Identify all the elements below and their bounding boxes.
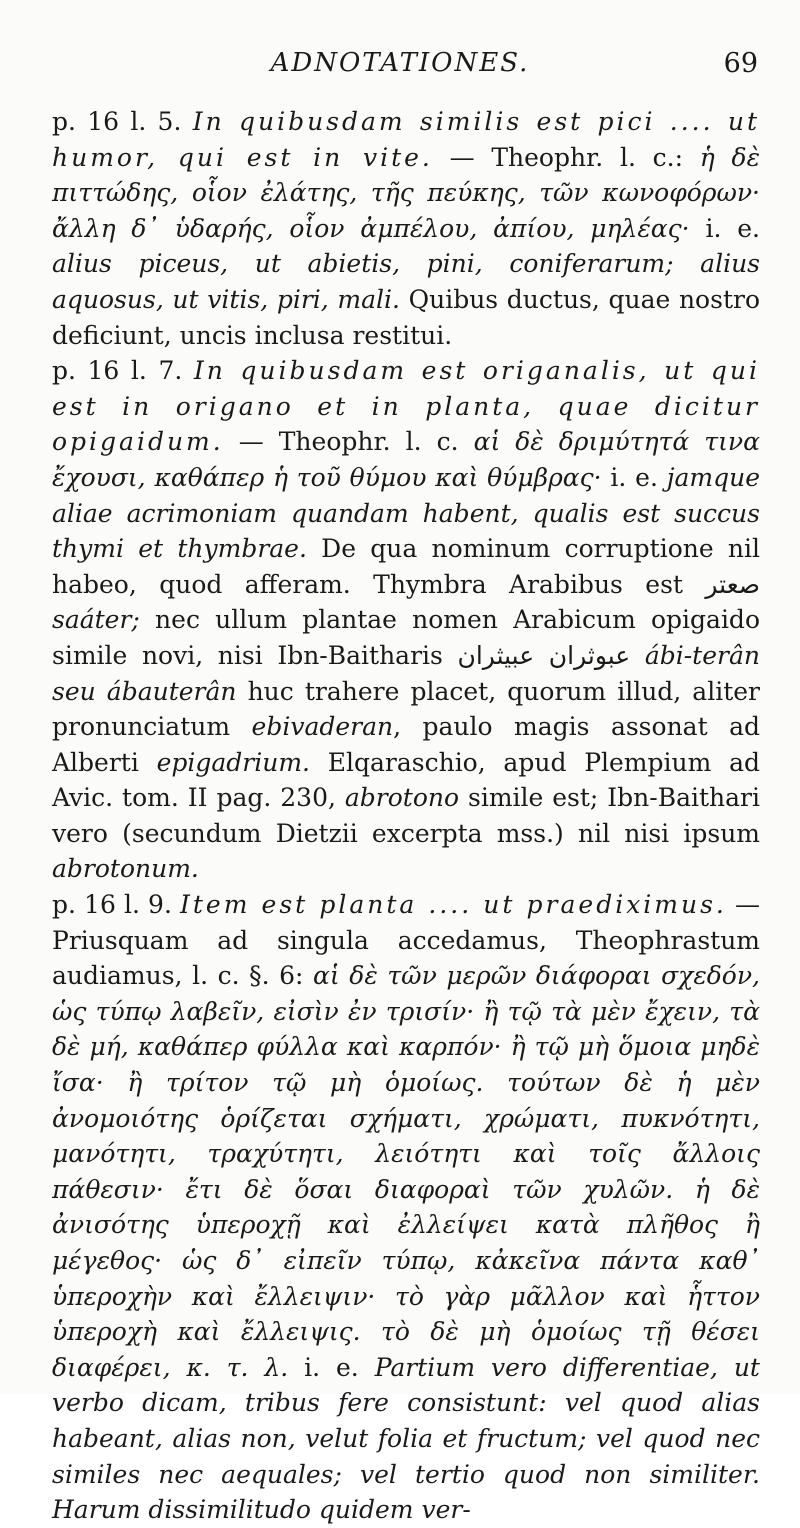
latin-italic-run: alius piceus, ut abietis, pini, coniferarum; alius aquosus, ut vitis, piri, mali. xyxy=(52,249,760,314)
text-run: — Theophr. l. c. xyxy=(223,427,474,457)
arabic-word: عبيثران xyxy=(457,640,535,670)
text-run: p. 16 l. 9. xyxy=(52,890,180,920)
spaced-lemma: In quibusdam similis est pici .... ut humor, qui est in vite. xyxy=(52,107,760,172)
text-run: De qua nominum corruptione nil habeo, quod afferam. Thymbra Arabibus est xyxy=(52,534,760,599)
text-run xyxy=(630,641,645,670)
spaced-lemma: Item est planta .... ut praediximus. xyxy=(180,890,727,920)
text-run: i. e. xyxy=(689,213,760,243)
text-run: i. e. xyxy=(601,462,667,492)
latin-italic-run: ábi-terân seu ábauterân xyxy=(52,640,760,706)
latin-italic-run: Partium vero differentiae, ut verbo dicam, tribus fere consistunt: vel quod alias habeant, alias non, velut folia et fructum; vel quod nec similes nec aequales; vel tertio quod non similiter. Harum dissimilitudo quidem ver- xyxy=(52,1352,760,1525)
latin-italic-run: jamque aliae acrimoniam quandam habent, qualis est succus thymi et thymbrae. xyxy=(52,462,760,564)
greek-quotation: αἱ δὲ δριμύτητά τινα ἔχουσι, καθάπερ ἡ τοῦ θύμου καὶ θύμβρας· xyxy=(52,427,760,492)
text-run: Elqaraschio, apud Plempium ad Avic. tom. II pag. 230, xyxy=(52,747,760,813)
text-run: huc trahere placet, quorum illud, aliter pronunciatum xyxy=(52,676,760,742)
text-run: — Priusquam ad singula accedamus, Theophrastum audiamus, l. c. §. 6: xyxy=(52,890,760,991)
latin-italic-run: ebivaderan xyxy=(251,712,394,742)
text-run: nec ullum plantae nomen Arabicum opigaido simile novi, nisi Ibn-Baitharis xyxy=(52,605,760,670)
latin-italic-run: abrotonum. xyxy=(52,854,199,884)
text-run: — Theophr. l. c.: xyxy=(432,142,700,172)
text-run: , paulo magis assonat ad Alberti xyxy=(52,712,760,777)
latin-italic-run: epigadrium. xyxy=(156,747,310,777)
text-run: Quibus ductus, quae nostro deficiunt, uncis inclusa restitui. xyxy=(52,284,760,350)
spaced-lemma: In quibusdam est origanalis, ut qui est in origano et in planta, quae dicitur opigaidum. xyxy=(52,356,760,457)
text-run: p. 16 l. 7. xyxy=(52,356,194,386)
page-header xyxy=(0,44,800,94)
page-number: 69 xyxy=(723,48,758,79)
arabic-word: صعتر xyxy=(705,569,760,599)
text-run: p. 16 l. 5. xyxy=(52,107,193,136)
body-text xyxy=(52,104,760,1528)
annotation-paragraph xyxy=(52,353,760,887)
annotation-paragraph xyxy=(52,887,760,1528)
text-run: simile est; Ibn-Baithari vero (secundum Dietzii excerpta mss.) nil nisi ipsum xyxy=(52,783,760,848)
text-run: i. e. xyxy=(288,1352,375,1382)
arabic-word: عبوثران xyxy=(548,640,631,670)
latin-italic-run: saáter; xyxy=(52,605,140,635)
greek-quotation: ἡ δὲ πιττώδης, οἷον ἐλάτης, τῆς πεύκης, τῶν κωνοφόρων· ἄλλη δ᾽ ὑδαρής, οἷον ἀμπέλου, ἀπίου, μηλέας· xyxy=(52,142,760,243)
annotation-paragraph xyxy=(52,104,760,353)
running-title: ADNOTATIONES. xyxy=(270,48,530,78)
text-run xyxy=(534,641,549,670)
greek-quotation: αἱ δὲ τῶν μερῶν διάφοραι σχεδόν, ὡς τύπῳ λαβεῖν, εἰσὶν ἐν τρισίν· ἢ τῷ τὰ μὲν ἔχειν, τὰ δὲ μή, καθάπερ φύλλα καὶ καρπόν· ἢ τῷ μὴ ὅμοια μηδὲ ἴσα· ἢ τρίτον τῷ μὴ ὁμοίως. τούτων δὲ ἡ μὲν ἀνομοιότης ὁρίζεται σχήματι, χρώματι, πυκνότητι, μανότητι, τραχύτητι, λειότητι καὶ τοῖς ἄλλοις πάθεσιν· ἔτι δὲ ὅσαι διαφοραὶ τῶν χυλῶν. ἡ δὲ ἀνισότης ὑπεροχῇ καὶ ἐλλείψει κατὰ πλῆθος ἢ μέγεθος· ὡς δ᾽ εἰπεῖν τύπῳ, κἀκεῖνα πάντα καθ᾽ ὑπεροχὴν καὶ ἔλλειψιν· τὸ γὰρ μᾶλλον καὶ ἧττον ὑπεροχὴ καὶ ἔλλειψις. τὸ δὲ μὴ ὁμοίως τῇ θέσει διαφέρει, κ. τ. λ. xyxy=(52,961,760,1382)
latin-italic-run: abrotono xyxy=(344,783,460,813)
